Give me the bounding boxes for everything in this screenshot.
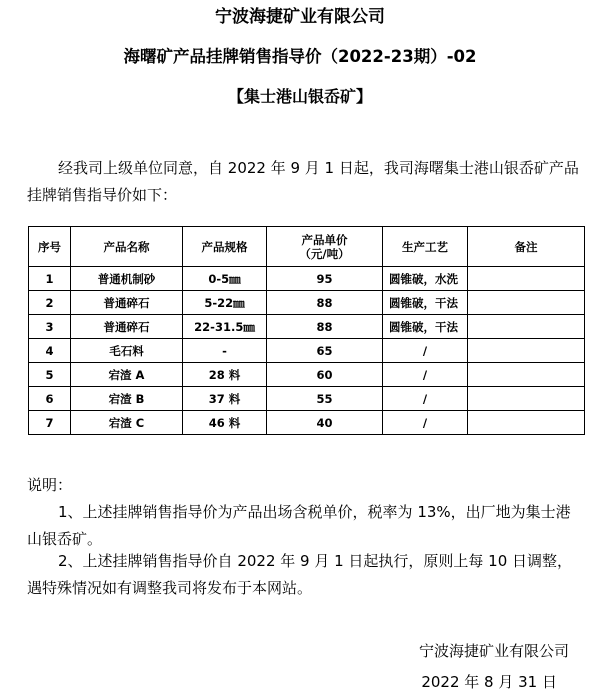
cell-index: 1 (29, 267, 71, 291)
cell-index: 4 (29, 339, 71, 363)
cell-remark (468, 315, 585, 339)
cell-index: 7 (29, 411, 71, 435)
header-product-spec: 产品规格 (183, 227, 267, 267)
cell-index: 5 (29, 363, 71, 387)
cell-unit-price: 55 (267, 387, 383, 411)
cell-product-name: 宕渣 A (71, 363, 183, 387)
cell-index: 3 (29, 315, 71, 339)
cell-process: 圆锥破，干法 (383, 291, 468, 315)
table-row (29, 363, 585, 387)
cell-process: / (383, 387, 468, 411)
cell-product-spec: 0-5㎜ (183, 267, 267, 291)
header-product-name: 产品名称 (71, 227, 183, 267)
company-title: 宁波海捷矿业有限公司 (215, 7, 385, 27)
table-row (29, 339, 585, 363)
table-row (29, 291, 585, 315)
cell-product-spec: 28 料 (183, 363, 267, 387)
cell-index: 6 (29, 387, 71, 411)
price-table (28, 226, 585, 435)
signature-date: 2022 年 8 月 31 日 (421, 673, 557, 691)
cell-unit-price: 88 (267, 315, 383, 339)
header-unit-price-line2: （元/吨） (299, 246, 350, 261)
table-header-row (29, 227, 585, 267)
cell-remark (468, 291, 585, 315)
cell-product-spec: - (183, 339, 267, 363)
header-unit-price (267, 227, 383, 267)
table-row (29, 411, 585, 435)
cell-remark (468, 387, 585, 411)
cell-remark (468, 411, 585, 435)
table-row (29, 315, 585, 339)
signature-company: 宁波海捷矿业有限公司 (418, 642, 569, 660)
document-title: 海曙矿产品挂牌销售指导价（2022-23期）-02 (123, 47, 477, 66)
header-remark: 备注 (468, 227, 585, 267)
header-index: 序号 (29, 227, 71, 267)
table-row (29, 267, 585, 291)
cell-product-name: 普通碎石 (71, 315, 183, 339)
cell-product-spec: 22-31.5㎜ (183, 315, 267, 339)
cell-product-spec: 37 料 (183, 387, 267, 411)
cell-unit-price: 40 (267, 411, 383, 435)
cell-index: 2 (29, 291, 71, 315)
cell-unit-price: 95 (267, 267, 383, 291)
cell-remark (468, 339, 585, 363)
cell-process: / (383, 411, 468, 435)
cell-product-spec: 46 料 (183, 411, 267, 435)
note-item: 2、上述挂牌销售指导价自 2022 年 9 月 1 日起执行，原则上每 10 日调整，遇特殊情况如有调整我司将发布于本网站。 (27, 552, 573, 597)
cell-process: / (383, 363, 468, 387)
intro-paragraph: 经我司上级单位同意，自 2022 年 9 月 1 日起，我司海曙集士港山银岙矿产品挂牌销售指导价如下： (27, 159, 579, 204)
mine-subtitle: 【集士港山银岙矿】 (227, 87, 372, 106)
cell-process: 圆锥破，干法 (383, 315, 468, 339)
notes-heading: 说明： (27, 476, 73, 494)
cell-remark (468, 267, 585, 291)
cell-product-name: 宕渣 B (71, 387, 183, 411)
header-process: 生产工艺 (383, 227, 468, 267)
table-row (29, 387, 585, 411)
note-item: 1、上述挂牌销售指导价为产品出场含税单价，税率为 13%，出厂地为集士港山银岙矿。 (27, 503, 571, 548)
cell-product-name: 毛石料 (71, 339, 183, 363)
cell-product-name: 普通碎石 (71, 291, 183, 315)
cell-unit-price: 88 (267, 291, 383, 315)
cell-product-spec: 5-22㎜ (183, 291, 267, 315)
header-unit-price-line1: 产品单价 (301, 232, 348, 247)
cell-product-name: 宕渣 C (71, 411, 183, 435)
cell-remark (468, 363, 585, 387)
cell-process: / (383, 339, 468, 363)
cell-unit-price: 65 (267, 339, 383, 363)
cell-process: 圆锥破，水洗 (383, 267, 468, 291)
cell-unit-price: 60 (267, 363, 383, 387)
cell-product-name: 普通机制砂 (71, 267, 183, 291)
